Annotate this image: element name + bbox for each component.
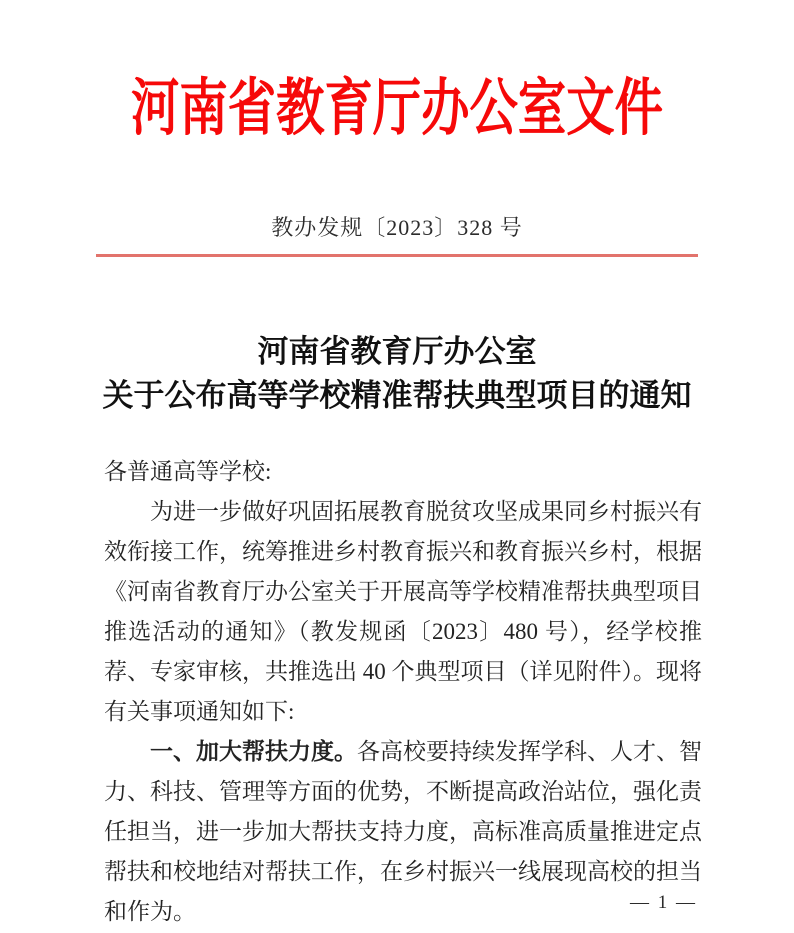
red-divider-line <box>96 254 698 257</box>
red-letterhead-title: 河南省教育厅办公室文件 <box>131 75 663 143</box>
document-body <box>104 452 702 932</box>
document-title-line2: 关于公布高等学校精准帮扶典型项目的通知 <box>102 378 692 413</box>
paragraph-2-lead: 一、加大帮扶力度。 <box>150 739 357 764</box>
page-number: — 1 — <box>630 892 697 913</box>
paragraph-2-text: 各高校要持续发挥学科、人才、智力、科技、管理等方面的优势，不断提高政治站位，强化责任担当，进一步加大帮扶支持力度，高标准高质量推进定点帮扶和校地结对帮扶工作，在乡村振兴一线展现高校的担当和作为。 <box>104 739 702 924</box>
document-number: 教办发规〔2023〕328 号 <box>271 215 523 240</box>
document-title-line1: 河南省教育厅办公室 <box>257 334 537 369</box>
salutation: 各普通高等学校: <box>104 459 272 484</box>
paragraph-2 <box>104 732 702 932</box>
document-title <box>0 330 794 418</box>
paragraph-1: 为进一步做好巩固拓展教育脱贫攻坚成果同乡村振兴有效衔接工作，统筹推进乡村教育振兴和教育振兴乡村，根据《河南省教育厅办公室关于开展高等学校精准帮扶典型项目推选活动的通知》（教发规函〔2023〕480 号），经学校推荐、专家审核，共推选出 40 个典型项目（详见附件）。现将有关事项通知如下: <box>104 499 702 724</box>
